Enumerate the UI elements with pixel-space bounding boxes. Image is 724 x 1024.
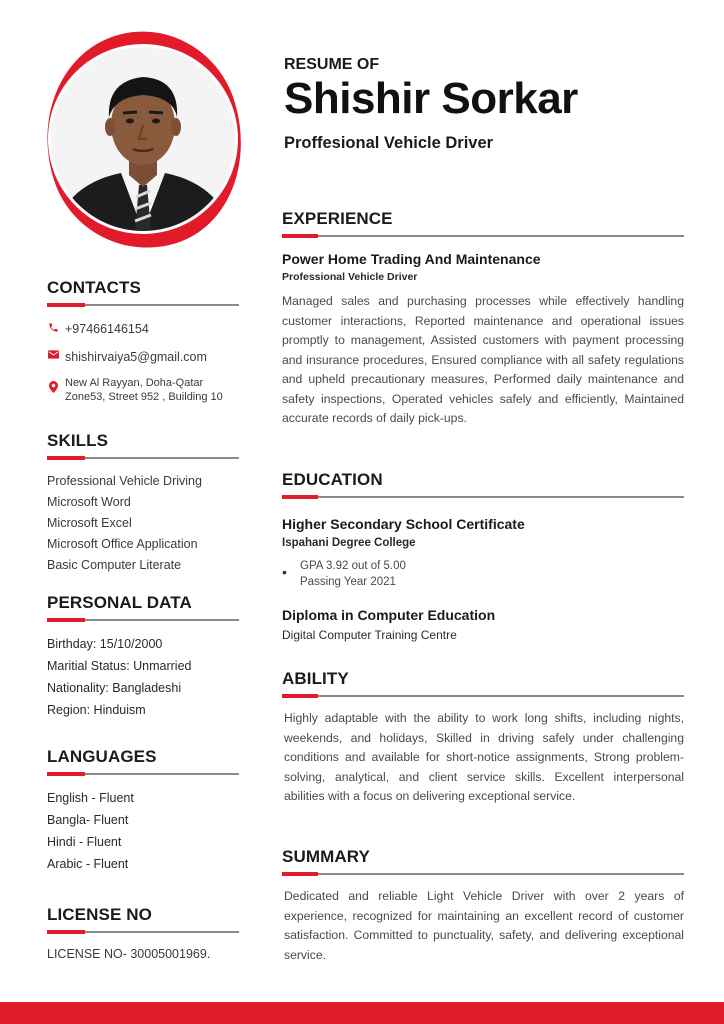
experience-section bbox=[282, 209, 684, 429]
summary-section bbox=[282, 847, 684, 965]
gpa-block bbox=[282, 559, 684, 590]
avatar bbox=[51, 47, 235, 231]
photo-circle bbox=[48, 44, 238, 234]
list-item: Microsoft Word bbox=[47, 495, 131, 509]
bullet-icon: • bbox=[282, 564, 287, 580]
education-section bbox=[282, 470, 684, 642]
gpa-details bbox=[300, 559, 406, 590]
skills-section bbox=[47, 431, 239, 576]
portrait-image bbox=[51, 47, 235, 231]
personal-data-section bbox=[47, 593, 239, 721]
list-item: Bangla- Fluent bbox=[47, 813, 129, 827]
job-title: Proffesional Vehicle Driver bbox=[284, 134, 494, 152]
skills-heading: SKILLS bbox=[47, 431, 109, 450]
phone-number[interactable]: +97466146154 bbox=[65, 322, 149, 336]
summary-text: Dedicated and reliable Light Vehicle Driver with over 2 years of experience, recognized for maintaining an excellent record of customer satisfaction. Committed to punctuality, safety, and delivering exceptional service. bbox=[284, 889, 684, 962]
personal-data-list bbox=[47, 633, 239, 721]
list-item: Hindi - Fluent bbox=[47, 835, 122, 849]
list-item: Microsoft Office Application bbox=[47, 537, 198, 551]
profile-photo-frame bbox=[44, 32, 244, 250]
list-item: Professional Vehicle Driving bbox=[47, 474, 202, 488]
list-item: Maritial Status: Unmarried bbox=[47, 659, 192, 673]
degree-2-title: Diploma in Computer Education bbox=[282, 607, 496, 623]
degree-2-school: Digital Computer Training Centre bbox=[282, 628, 457, 642]
company-name: Power Home Trading And Maintenance bbox=[282, 251, 541, 267]
section-divider bbox=[282, 873, 684, 875]
license-heading: LICENSE NO bbox=[47, 905, 152, 924]
experience-heading: EXPERIENCE bbox=[282, 209, 393, 228]
gpa-value: GPA 3.92 out of 5.00 bbox=[300, 560, 406, 572]
candidate-name: Shishir Sorkar bbox=[284, 74, 578, 123]
section-divider bbox=[47, 304, 239, 306]
section-divider bbox=[47, 619, 239, 621]
resume-header bbox=[284, 56, 684, 153]
envelope-icon bbox=[47, 350, 59, 359]
passing-year: Passing Year 2021 bbox=[300, 575, 396, 588]
degree-1-school: Ispahani Degree College bbox=[282, 537, 416, 549]
list-item: English - Fluent bbox=[47, 791, 134, 805]
resume-of-label: RESUME OF bbox=[284, 56, 380, 73]
email-address[interactable]: shishirvaiya5@gmail.com bbox=[65, 350, 207, 364]
address-line-1: New Al Rayyan, Doha-Qatar bbox=[65, 377, 204, 389]
list-item: Region: Hinduism bbox=[47, 703, 146, 717]
languages-heading: LANGUAGES bbox=[47, 747, 157, 766]
section-divider bbox=[282, 496, 684, 498]
ability-text: Highly adaptable with the ability to work long shifts, including nights, weekends, and holidays, Skilled in driving safely under challenging conditions and available for short-notice assignments, Strong problem-solving, analytical, and client service skills. Excellent interpersonal abilities with a focus on delivering exceptional service. bbox=[284, 711, 684, 803]
ability-heading: ABILITY bbox=[282, 669, 349, 688]
license-number: LICENSE NO- 30005001969. bbox=[47, 947, 211, 961]
contact-phone-row bbox=[47, 322, 239, 336]
languages-section bbox=[47, 747, 239, 875]
address-line-2: Zone53, Street 952 , Building 10 bbox=[65, 391, 223, 403]
section-divider bbox=[47, 773, 239, 775]
footer-accent-bar bbox=[0, 1002, 724, 1024]
contact-email-row bbox=[47, 350, 239, 364]
list-item: Basic Computer Literate bbox=[47, 558, 182, 572]
role-title: Professional Vehicle Driver bbox=[282, 271, 418, 283]
personal-data-heading: PERSONAL DATA bbox=[47, 593, 192, 612]
section-divider bbox=[47, 457, 239, 459]
map-pin-icon bbox=[47, 376, 59, 393]
contacts-section bbox=[47, 278, 239, 404]
summary-heading: SUMMARY bbox=[282, 847, 370, 866]
ability-section bbox=[282, 669, 684, 807]
section-divider bbox=[282, 235, 684, 237]
experience-description: Managed sales and purchasing processes while effectively handling customer interactions, Reported maintenance and operational issues promptly to management, Assisted customers with payment processing and insurance procedures, Ensured compliance with all safety regulations and upheld precautionary measures, Performed daily maintenance and safety inspections, Operated vehicles safely and efficiently, Maintained accurate records of daily pick-ups. bbox=[282, 294, 684, 425]
section-divider bbox=[47, 931, 239, 933]
education-heading: EDUCATION bbox=[282, 470, 383, 489]
degree-1-title: Higher Secondary School Certificate bbox=[282, 516, 525, 532]
contact-address-row bbox=[47, 376, 239, 404]
list-item: Nationality: Bangladeshi bbox=[47, 681, 182, 695]
phone-icon bbox=[47, 322, 59, 333]
address bbox=[65, 376, 223, 404]
contacts-heading: CONTACTS bbox=[47, 278, 141, 297]
skills-list bbox=[47, 471, 239, 576]
license-section bbox=[47, 905, 239, 961]
list-item: Microsoft Excel bbox=[47, 516, 132, 530]
section-divider bbox=[282, 695, 684, 697]
list-item: Birthday: 15/10/2000 bbox=[47, 637, 163, 651]
list-item: Arabic - Fluent bbox=[47, 857, 129, 871]
languages-list bbox=[47, 787, 239, 875]
